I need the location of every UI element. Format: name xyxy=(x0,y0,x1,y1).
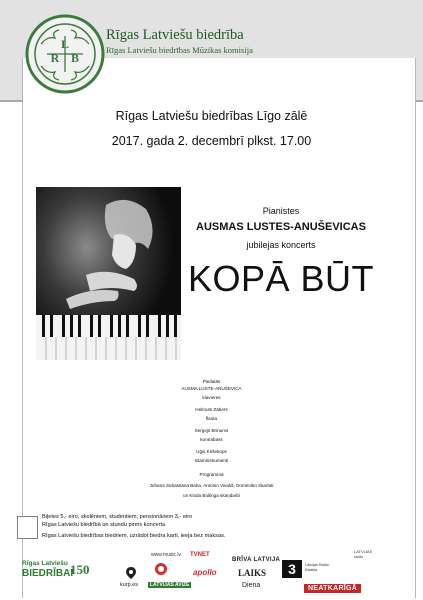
radio-badge-icon xyxy=(152,562,170,576)
ticket-price: Biļetes 5,- eiro, skolēniem, studentiem, pensionāriem 3,- eiro xyxy=(42,514,193,520)
ticket-location: Rīgas Latviešu biedrībā un stundu pirms koncerta xyxy=(42,522,166,528)
map-pin-icon xyxy=(124,566,138,580)
emblem-letter-l: L xyxy=(60,37,70,51)
rlb150-logo-line2: BIEDRĪBAI xyxy=(22,568,74,579)
ticket-box xyxy=(17,516,38,539)
pianist-label: Pianistes xyxy=(262,206,300,216)
ticket-members-note: Rīgas Latviešu biedrības biedriem, uzrādot biedra karti, ieeja bez maksas. xyxy=(42,533,226,539)
latvijas-avize-logo: LATVIJAS AVĪZE xyxy=(150,582,190,588)
radio3-klasika-text: Latvijas Radio Klasika xyxy=(305,563,329,572)
concert-type: jubilejas koncerts xyxy=(246,240,316,250)
radio3-klasika-logo xyxy=(282,560,302,578)
apollo-logo: apollo xyxy=(193,568,217,577)
program-line: Johana Sebastiāna Baha, Antonio Vivaldi, Domeniko Skarlati xyxy=(149,483,274,488)
performer-name: AUSMA LUSTE-ANUŠEVICA xyxy=(181,386,242,391)
performer-instrument: klavieres xyxy=(202,395,221,400)
program-line: un Kloda Bollinga skaņdarbi xyxy=(183,493,240,498)
performer-name: Uģis Krišekops xyxy=(196,449,227,454)
music-lv-logo: www.music.lv xyxy=(151,552,182,558)
neatkariga-logo: NEATKARĪGĀ xyxy=(304,584,361,593)
org-subtitle: Rīgas Latviešu biedrības Mūzikas komisija xyxy=(106,45,253,55)
radio3-number: 3 xyxy=(288,561,296,577)
program-heading: Programmā xyxy=(199,472,224,477)
rlb150-logo-years: 150 xyxy=(70,562,90,577)
briva-latvija-logo: BRĪVA LATVIJA xyxy=(232,557,281,563)
performer-instrument: flauta xyxy=(205,416,218,421)
pianist-photo xyxy=(36,187,181,360)
laiks-logo: LAIKS xyxy=(238,568,267,578)
tvnet-logo: TVNET xyxy=(190,552,210,558)
performers-heading: Piedalās xyxy=(202,379,221,384)
kurp-logo: kurp.es xyxy=(120,582,139,588)
latvijas-radio-logo: LATVIJAS radio xyxy=(354,549,373,559)
emblem-letter-r: R xyxy=(50,51,60,65)
performer-instrument: sitaminstrumenti xyxy=(194,458,229,463)
performer-instrument: kontrabass xyxy=(200,437,223,442)
event-venue: Rīgas Latviešu biedrības Līgo zālē xyxy=(115,109,308,123)
concert-title: KOPĀ BŪT xyxy=(187,258,375,299)
emblem-letter-b: B xyxy=(70,51,80,65)
rlb150-logo-line1: Rīgas Latviešu xyxy=(22,560,68,567)
diena-logo: Diena xyxy=(242,582,261,589)
org-name: Rīgas Latviešu biedrība xyxy=(106,27,244,43)
event-datetime: 2017. gada 2. decembrī plkst. 17.00 xyxy=(111,134,312,148)
pianist-name: AUSMAS LUSTES-ANUŠEVICAS xyxy=(196,221,366,233)
performer-name: Sergejs Brinums xyxy=(194,428,229,433)
performer-name: Helmuts Zābers xyxy=(195,407,228,412)
rlb-emblem-logo xyxy=(25,14,105,94)
